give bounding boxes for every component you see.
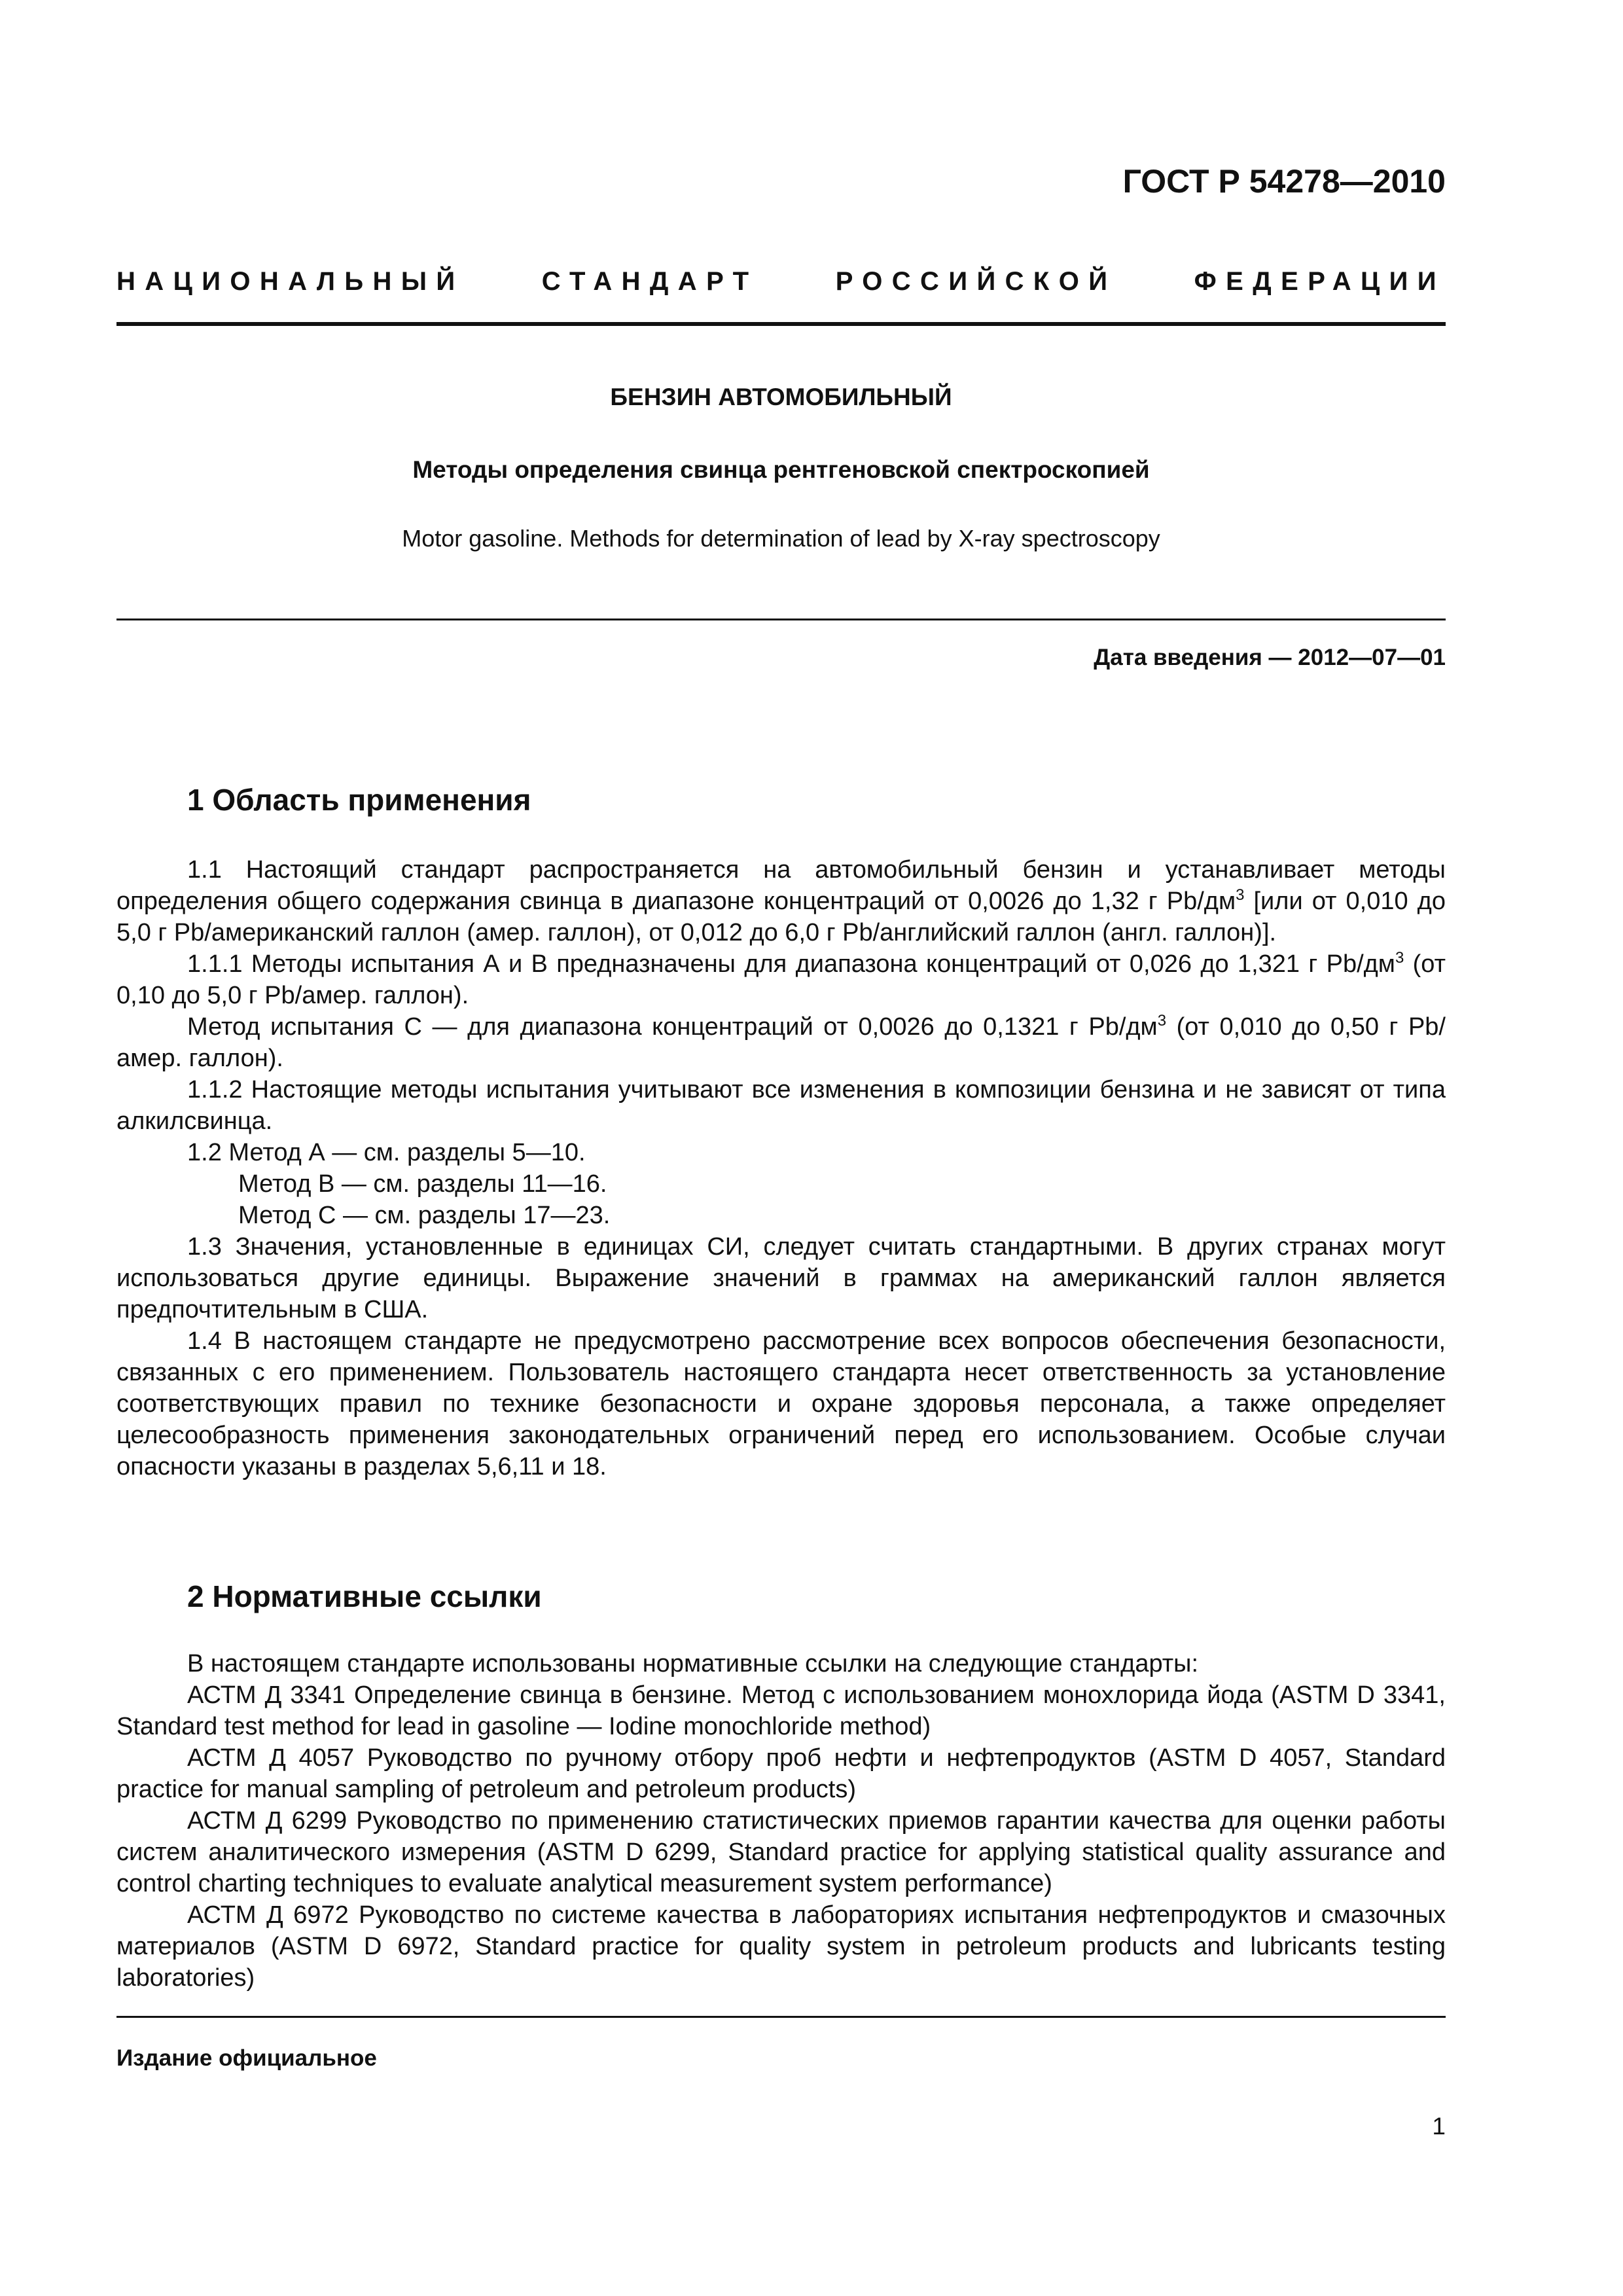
document-title: БЕНЗИН АВТОМОБИЛЬНЫЙ (610, 384, 952, 410)
introduction-date: Дата введения — 2012—07—01 (1094, 645, 1446, 670)
paragraph (116, 1011, 1446, 1074)
paragraph (116, 854, 1446, 948)
paragraph: 1.1.2 Настоящие методы испытания учитывают все изменения в композиции бензина и не зависят от типа алкилсвинца. (116, 1076, 1446, 1135)
reference-item: АСТМ Д 6972 Руководство по системе качества в лабораториях испытания нефтепродуктов и смазочных материалов (ASTM D 6972, Standard practice for quality system in petroleum products and lubricants testing laboratories) (116, 1901, 1446, 1992)
english-title: Motor gasoline. Methods for determination of lead by X-ray spectroscopy (402, 525, 1160, 552)
reference-item: АСТМ Д 6299 Руководство по применению статистических приемов гарантии качества для оценки работы систем аналитического измерения (ASTM D 6299, Standard practice for applying statistical quality assurance and control charting techniques to evaluate analytical measurement system performance) (116, 1807, 1446, 1897)
paragraph: 1.3 Значения, установленные в единицах СИ, следует считать стандартными. В других странах могут использоваться другие единицы. Выражение значений в граммах на американский галлон является предпочтительным в США. (116, 1233, 1446, 1323)
superscript: 3 (1395, 949, 1404, 967)
document-subtitle: Методы определения свинца рентгеновской спектроскопией (412, 456, 1150, 483)
header-divider (116, 322, 1446, 326)
paragraph-text: Метод испытания С — для диапазона концентраций от 0,0026 до 0,1321 г Pb/дм (187, 1013, 1158, 1041)
page-number: 1 (1432, 2113, 1446, 2140)
section-heading-references: 2 Нормативные ссылки (187, 1579, 542, 1613)
reference-item: АСТМ Д 3341 Определение свинца в бензине. Метод с использованием монохлорида йода (ASTM D 3341, Standard test method for lead in gasoline — Iodine monochloride method) (116, 1681, 1446, 1740)
title-divider (116, 619, 1446, 620)
reference-item: АСТМ Д 4057 Руководство по ручному отбору проб нефти и нефтепродуктов (ASTM D 4057, Standard practice for manual sampling of petroleum and petroleum products) (116, 1744, 1446, 1803)
superscript: 3 (1236, 886, 1245, 904)
section-body-scope (116, 854, 1446, 1482)
paragraph (116, 948, 1446, 1011)
paragraph-text: [или от 0,010 до 5,0 г Pb/американский галлон (амер. галлон), от 0,012 до 6,0 г Pb/английский галлон (англ. галлон)]. (116, 888, 1446, 946)
document-code: ГОСТ Р 54278—2010 (1122, 163, 1446, 200)
paragraph-text: (от 0,010 до 0,50 г Pb/амер. галлон). (116, 1013, 1446, 1072)
paragraph: 1.4 В настоящем стандарте не предусмотрено рассмотрение всех вопросов обеспечения безопасности, связанных с его применением. Пользователь настоящего стандарта несет ответственность за установление соответствующих правил по технике безопасности и охране здоровья персонала, а также определяет целесообразность применения законодательных ограничений перед его использованием. Особые случаи опасности указаны в разделах 5,6,11 и 18. (116, 1327, 1446, 1480)
national-title-word: СТАНДАРТ (541, 267, 758, 296)
paragraph-text: 1.1 Настоящий стандарт распространяется на автомобильный бензин и устанавливает методы определения общего содержания свинца в диапазоне концентраций от 0,0026 до 1,32 г Pb/дм (116, 856, 1446, 915)
paragraph: Метод В — см. разделы 11—16. (238, 1170, 607, 1198)
national-title-word: РОССИЙСКОЙ (835, 267, 1117, 296)
paragraph: Метод С — см. разделы 17—23. (238, 1202, 611, 1229)
section-body-references (116, 1648, 1446, 1994)
national-title-word: ФЕДЕРАЦИИ (1194, 267, 1446, 296)
official-edition-label: Издание официальное (116, 2045, 377, 2071)
superscript: 3 (1157, 1012, 1167, 1030)
footer-divider (116, 2016, 1446, 2018)
section-heading-scope: 1 Область применения (187, 783, 531, 817)
paragraph: В настоящем стандарте использованы нормативные ссылки на следующие стандарты: (187, 1650, 1199, 1677)
paragraph-text: 1.1.1 Методы испытания А и В предназначены для диапазона концентраций от 0,026 до 1,321 г Pb/дм (187, 950, 1395, 978)
national-title-word: НАЦИОНАЛЬНЫЙ (116, 267, 465, 296)
paragraph: 1.2 Метод А — см. разделы 5—10. (187, 1139, 586, 1166)
paragraph-text: (от 0,10 до 5,0 г Pb/амер. галлон). (116, 950, 1446, 1009)
national-standard-title (116, 267, 1446, 296)
